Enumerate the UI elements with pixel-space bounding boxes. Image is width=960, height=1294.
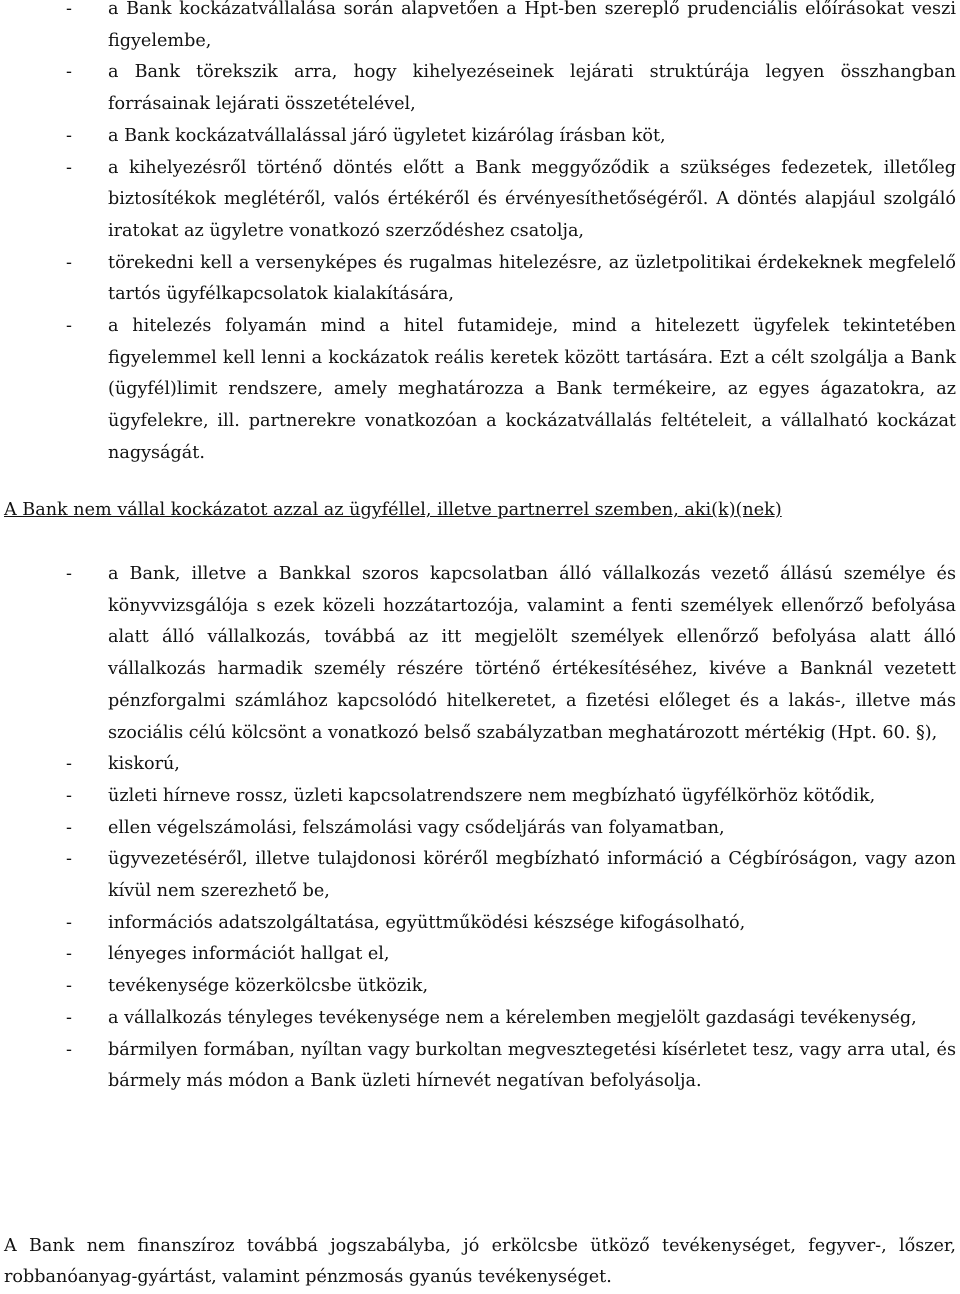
section-heading: A Bank nem vállal kockázatot azzal az ügyféllel, illetve partnerrel szemben, aki(k)(nek) (4, 500, 782, 520)
list-item: - a Bank, illetve a Bankkal szoros kapcsolatban álló vállalkozás vezető állású személye és könyvvizsgálója s ezek közeli hozzátartozója, valamint a fenti személyek ellenőrző befolyása alatt álló vállalkozás, továbbá az itt megjelölt személyek ellenőrző befolyása alatt álló vállalkozás harmadik személy részére történő értékesítéséhez, kivéve a Banknál vezetett pénzforgalmi számlához kapcsolódó hitelkeretet, a fizetési előleget és a lakás-, illetve más szociális célú kölcsönt a vonatkozó belső szabályzatban meghatározott mértékig (Hpt. 60. §), (0, 559, 960, 749)
list-item: - kiskorú, (0, 749, 960, 781)
excluded-clients-list (0, 559, 960, 1098)
risk-principles-list (0, 0, 960, 470)
list-item: - törekedni kell a versenyképes és rugalmas hitelezésre, az üzletpolitikai érdekeknek megfelelő tartós ügyfélkapcsolatok kialakítására, (0, 248, 960, 311)
list-item: - bármilyen formában, nyíltan vagy burkoltan megvesztegetési kísérletet tesz, vagy arra utal, és bármely más módon a Bank üzleti hírnevét negatívan befolyásolja. (0, 1035, 960, 1098)
list-item: - a hitelezés folyamán mind a hitel futamideje, mind a hitelezett ügyfelek tekintetében figyelemmel kell lenni a kockázatok reális keretek között tartására. Ezt a célt szolgálja a Bank (ügyfél)limit rendszere, amely meghatározza a Bank termékeire, az egyes ágazatokra, az ügyfelekre, ill. partnerekre vonatkozóan a kockázatvállalás feltételeit, a vállalható kockázat nagyságát. (0, 311, 960, 470)
list-item: - ügyvezetéséről, illetve tulajdonosi köréről megbízható információ a Cégbíróságon, vagy azon kívül nem szerezhető be, (0, 844, 960, 907)
list-item: - a vállalkozás tényleges tevékenysége nem a kérelemben megjelölt gazdasági tevékenység, (0, 1003, 960, 1035)
list-item: - a Bank kockázatvállalása során alapvetően a Hpt-ben szereplő prudenciális előírásokat veszi figyelembe, (0, 0, 960, 57)
list-item: - lényeges információt hallgat el, (0, 939, 960, 971)
closing-paragraph: A Bank nem finanszíroz továbbá jogszabályba, jó erkölcsbe ütköző tevékenységet, fegyver-, lőszer, robbanóanyag-gyártást, valamint pénzmosás gyanús tevékenységet. (4, 1235, 956, 1288)
list-item: - üzleti hírneve rossz, üzleti kapcsolatrendszere nem megbízható ügyfélkörhöz kötődik, (0, 781, 960, 813)
list-item: - a kihelyezésről történő döntés előtt a Bank meggyőződik a szükséges fedezetek, illetőleg biztosítékok meglétéről, valós értékéről és érvényesíthetőségéről. A döntés alapjául szolgáló iratokat az ügyletre vonatkozó szerződéshez csatolja, (0, 153, 960, 248)
list-item: - a Bank törekszik arra, hogy kihelyezéseinek lejárati struktúrája legyen összhangban forrásainak lejárati összetételével, (0, 57, 960, 120)
list-item: - ellen végelszámolási, felszámolási vagy csődeljárás van folyamatban, (0, 813, 960, 845)
list-item: - tevékenysége közerkölcsbe ütközik, (0, 971, 960, 1003)
list-item: - a Bank kockázatvállalással járó ügyletet kizárólag írásban köt, (0, 121, 960, 153)
list-item: - információs adatszolgáltatása, együttműködési készsége kifogásolható, (0, 908, 960, 940)
